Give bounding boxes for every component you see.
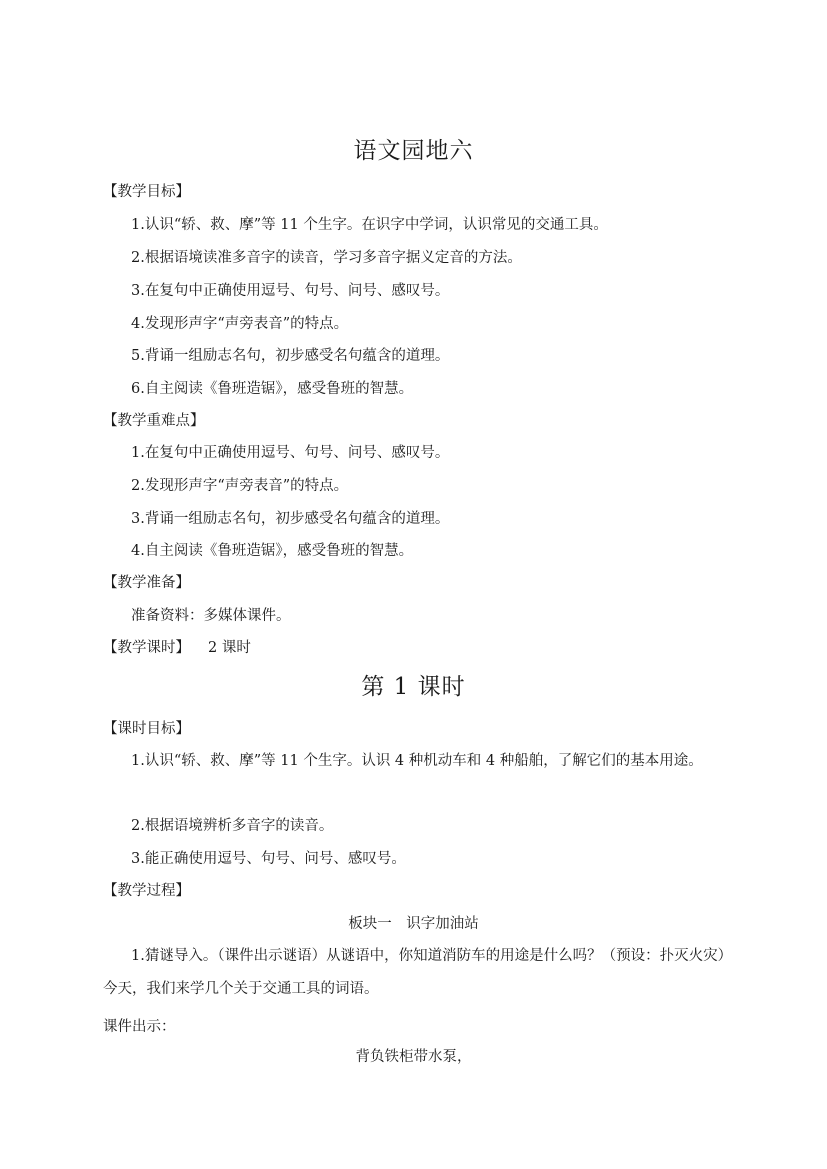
document-title: 语文园地六 — [353, 138, 474, 164]
lesson-goal-item: 3.能正确使用逗号、句号、问号、感叹号。 — [131, 851, 406, 867]
goal-item: 6.自主阅读《鲁班造锯》，感受鲁班的智慧。 — [131, 381, 414, 397]
prep-heading: 【教学准备】 — [103, 575, 190, 591]
keypoint-item: 4.自主阅读《鲁班造锯》，感受鲁班的智慧。 — [131, 543, 414, 559]
lesson-goals-heading: 【课时目标】 — [103, 721, 190, 737]
hours-heading: 【教学课时】 — [103, 640, 190, 656]
keypoint-item: 2.发现形声字“声旁表音”的特点。 — [131, 478, 349, 494]
keypoint-item: 1.在复句中正确使用逗号、句号、问号、感叹号。 — [131, 445, 450, 461]
goal-item: 2.根据语境读准多音字的读音，学习多音字据义定音的方法。 — [131, 250, 522, 266]
lesson-goal-item: 1.认识“轿、救、摩”等 11 个生字。认识 4 种机动车和 4 种船舶，了解它们的基本用途。 — [131, 753, 703, 769]
hours-row — [103, 638, 251, 658]
goal-item: 4.发现形声字“声旁表音”的特点。 — [131, 316, 349, 332]
process-heading: 【教学过程】 — [103, 883, 190, 899]
step-paragraph: 1.猜谜导入。（课件出示谜语）从谜语中，你知道消防车的用途是什么吗？（预设：扑灭火灾）今天，我们来学几个关于交通工具的词语。 — [103, 948, 733, 997]
goal-item: 1.认识“轿、救、摩”等 11 个生字。在识字中学词，认识常见的交通工具。 — [131, 217, 608, 233]
goal-item: 5.背诵一组励志名句，初步感受名句蕴含的道理。 — [131, 348, 450, 364]
lesson-title: 第 1 课时 — [361, 674, 466, 700]
prep-text: 准备资料：多媒体课件。 — [131, 608, 291, 624]
goals-heading: 【教学目标】 — [103, 184, 190, 200]
keypoints-heading: 【教学重难点】 — [103, 413, 205, 429]
keypoint-item: 3.背诵一组励志名句，初步感受名句蕴含的道理。 — [131, 511, 450, 527]
riddle-line: 背负铁柜带水泵， — [355, 1049, 472, 1065]
courseware-label: 课件出示： — [103, 1019, 176, 1035]
goal-item: 3.在复句中正确使用逗号、句号、问号、感叹号。 — [131, 283, 450, 299]
hours-value: 2 课时 — [208, 640, 251, 656]
lesson-goal-item: 2.根据语境辨析多音字的读音。 — [131, 818, 334, 834]
block-title: 板块一 识字加油站 — [348, 916, 479, 932]
